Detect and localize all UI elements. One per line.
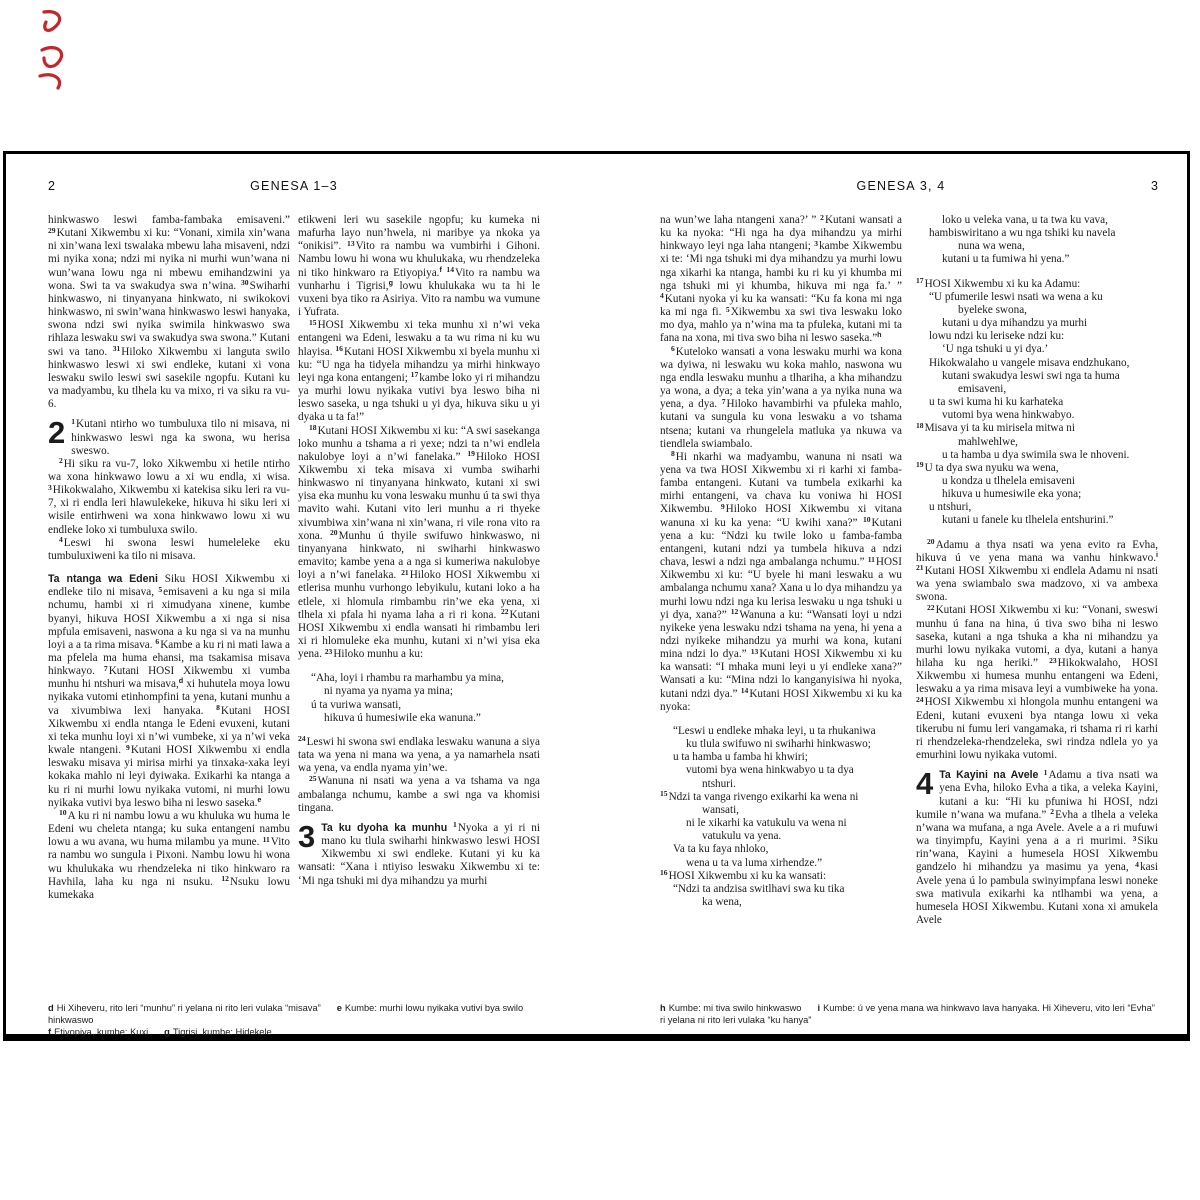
chapter-paragraph: 4 Ta Kayini na Avele $^1$Adamu a tiva nsati wa yena Evha, hiloko Evha a tika, a veleka Kayini, kutani a ku: “Hi ku pfuniwa hi HOSI, ndzi kumile n’wana wa mufana.” $^2$Evha a tlhela a veleka n’wana wa mufana, a nga Avele. Avele a a ri mufuwi wa tinyimpfu, Kayini yena a a ri murimi. $^3$Siku rin’wana, Kayini a humesela HOSI Xikwembu gandzelo hi mihandzu ya masimu ya yena, $^4$kasi Avele yena ú lo pambula swinyimpfana leswi noneke swa mativula exikarhi ka ntlhambi wa yena, a humesela HOSI Xikwembu. Kutani xona xi amukela Avele (916, 766, 1158, 926)
running-head-right: GENESA 3, 4 (856, 179, 946, 193)
poetry-line: wansati, (702, 803, 739, 816)
section-heading: Ta ku dyoha ka munhu (321, 821, 448, 834)
poetry-line: u kondza u tlhelela emisaveni (942, 474, 1075, 487)
footnote-marker: f (439, 264, 442, 274)
verse-number: 20 (329, 528, 338, 538)
verse-number: 31 (112, 344, 121, 354)
verse-paragraph: $^{24}$Leswi hi swona swi endlaka leswaku wanuna a siya tata wa yena ni mana wa yena, a ya namarhela nsati wa yena, va endla nyama yin’we. (298, 734, 540, 775)
chapter-number: 4 (916, 766, 934, 802)
poetry-line: ku tlula swifuwo ni swiharhi hinkwaswo; (686, 738, 871, 751)
verse-number: 23 (324, 646, 333, 656)
poetry-line: “Leswi u endleke mhaka leyi, u ta rhukaniwa (673, 724, 876, 737)
poetry-line: hambiswiritano a wu nga tshiki ku navela (929, 227, 1116, 240)
poetry-line: kutani u fanele ku tlhelela entshurini.” (942, 514, 1114, 527)
verse-number: 9 (126, 742, 130, 752)
verse-number: 15 (309, 317, 317, 327)
poetry-line: u ta hamba u dya swimila swa le nhoveni. (942, 448, 1130, 461)
text-column-left-2 (298, 214, 540, 992)
poetry-line: vatukulu va yena. (702, 830, 782, 843)
verse-number: 1 (1043, 767, 1048, 777)
verse-paragraph: hinkwaswo leswi famba-fambaka emisaveni.” $^{29}$Kutani Xikwembu xi ku: “Vonani, ximila xin’wana ni xin’wana lexi tswalaka mbewu laha misaveni, ndzi mi nyika xona; ndzi mi nyika ni murhi wun’wana ni wun’wana lowu nga ni mbewu emihandzwini ya wona. Swi ta va swakudya swa n’wina. $^{30}$Swiharhi hinkwaswo, ni tinyanyana hinkwato, ni swikokovi hinkwaswo, ni swin’wana hinkwaswo leswi hanyaka, swona ndzi swi nyika swimila hinkwaswo swa rihlaza leswaku swi va swakudya swa swona.” Kutani swi va tano. $^{31}$Hiloko Xikwembu xi languta swilo hinkwaswo leswi xi swi endleke, kutani xi vona leswaku swilo leswi swi sasekile ngopfu. Kutani ku va madyambu, ku tlhela ku va mixo, ri va siku ra vu-6. (48, 214, 290, 411)
verse-number: 19 (916, 460, 924, 470)
poetry-block (298, 672, 540, 725)
verse-number: 3 (48, 482, 52, 492)
poetry-line: ntshuri. (702, 777, 736, 790)
verse-number: 10 (862, 515, 871, 525)
footnote: f Etiyopiya, kumbe: Kuxi (48, 1026, 149, 1037)
verse-number: 1 (453, 820, 457, 830)
text-column-right-2 (916, 214, 1158, 992)
page-number-right: 3 (1151, 179, 1158, 193)
verse-number: 2 (1050, 807, 1055, 817)
poetry-line: ni le xikarhi ka vatukulu va wena ni (686, 817, 847, 830)
section-paragraph: Ta ntanga wa Edeni Siku HOSI Xikwembu xi endleke tilo ni misava, $^5$emisaveni a ku nga si mila nchumu, hambi xi ri ximudyana xinene, kumbe byanyi, hikuva HOSI Xikwembu a xi nga si nisa mpfula emisaveni, naswona a ku nga si va na munhu loyi a a ta rima misava. $^6$Kambe a ku ri ni mati lawa a ma pfelela ma huma ehansi, ma tsakamisa misava hinkwayo. $^7$Kutani HOSI Xikwembu xi vumba munhu hi ntshuri wa misava,$^d$ xi huhutela moya lowu nyikaka vutomi etinhompfini ta yena, kutani munhu a va xivumbiwa lexi hanyaka. $^8$Kutani HOSI Xikwembu xi endla ntanga le Edeni evuxeni, kutani xi teka munhu loyi xi n’wi vumbeke, xi ya n’wi veka kwale ntangeni. $^9$Kutani HOSI Xikwembu xi endla leswaku misava yi mirisa mirhi ya tinxaka-xaka leyi kokaka mahlo ni leyi dyiwaka. Exikarhi ka ntanga a ku ri ni murhi lowu nyikaka vutomi, ni murhi lowu nyikaka vutivi bya leswo biha ni leswo saseka.$^e$ (48, 573, 290, 809)
verse-number: 4 (1135, 859, 1139, 869)
poetry-block (916, 278, 1158, 528)
verse-number: 2 (59, 456, 63, 466)
verse-number: 4 (660, 291, 664, 301)
poetry-line: u ntshuri, (929, 501, 972, 514)
poetry-line: ni nyama ya nyama ya mina; (324, 685, 453, 698)
verse-paragraph: etikweni leri wu sasekile ngopfu; ku kumeka ni mafurha layo nun’hwela, ni maribye ya nkoka ya “onikisi”. $^{13}$Vito ra nambu wa vumbirhi i Gihoni. Nambu lowu hi wona wu khulukaka, wu rhendzeleka ni tiko hinkwaro ra Etiyopiya.$^f$ $^{14}$Vito ra nambu wa vunharhu i Tigrisi,$^g$ lowu khulukaka wu ta hi le vuxeni bya tiko ra Asiriya. Vito ra nambu wa vumune i Yufrata. (298, 214, 540, 319)
poetry-line: u ta hamba u famba hi khwiri; (673, 751, 808, 764)
red-ink-marks (34, 6, 74, 102)
poetry-line: ú ta vuriwa wansati, (311, 698, 402, 711)
verse-number: 11 (867, 554, 875, 564)
poetry-line: ka wena, (702, 895, 742, 908)
verse-number: 16 (660, 868, 668, 878)
poetry-line: vutomi bya wena hinkwabyo. (942, 409, 1075, 422)
footnote-letter: d (48, 1003, 54, 1013)
footnote-letter: e (336, 1003, 342, 1013)
poetry-line: nuna wa wena, (958, 240, 1025, 253)
verse-number: 19 (467, 449, 475, 459)
poetry-line: “U pfumerile leswi nsati wa wena a ku (929, 290, 1103, 303)
poetry-line: “Aha, loyi i rhambu ra marhambu ya mina, (311, 672, 504, 685)
chapter-paragraph: 2 $^1$Kutani ntirho wo tumbuluxa tilo ni misava, ni hinkwaswo leswi nga ka swona, wu herisa sweswo. (48, 415, 290, 457)
verse-number: 8 (671, 449, 675, 459)
poetry-line: Va ta ku faya nhloko, (673, 843, 769, 856)
footnote-line (48, 1003, 542, 1027)
section-heading: Ta ntanga wa Edeni (48, 573, 158, 586)
verse-number: 24 (916, 694, 924, 704)
footnote-marker: h (877, 330, 882, 340)
poetry-line: $^{18}$Misava yi ta ku mirisela mitwa ni (916, 420, 1075, 435)
verse-number: 7 (721, 396, 726, 406)
poetry-line: “Ndzi ta andzisa switlhavi swa ku tika (673, 882, 845, 895)
footnote-letter: h (660, 1003, 666, 1013)
poetry-line: u ta swi kuma hi ku karhateka (929, 396, 1064, 409)
verse-number: 11 (262, 834, 270, 844)
verse-number: 12 (221, 874, 229, 884)
verse-number: 18 (309, 423, 317, 432)
text-column-left-1 (48, 214, 290, 992)
verse-number: 17 (410, 370, 419, 380)
verse-number: 14 (740, 686, 749, 696)
verse-number: 22 (927, 602, 935, 612)
section-heading: Ta Kayini na Avele (939, 769, 1039, 782)
verse-number: 29 (48, 225, 56, 235)
poetry-line: kutani u dya mihandzu ya murhi (942, 317, 1088, 330)
verse-number: 17 (916, 276, 924, 286)
footnote-letter: g (164, 1026, 170, 1037)
footnote: d Hi Xiheveru, rito leri “munhu” ri yelana ni rito leri vulaka “misava” (48, 1003, 321, 1013)
verse-number: 3 (814, 238, 819, 248)
footnote-marker: i (1156, 549, 1158, 559)
verse-number: 13 (750, 646, 759, 656)
poetry-line: Hikokwalaho u vangele misava endzhukano, (929, 356, 1130, 369)
poetry-line: mahlwehlwe, (958, 435, 1018, 448)
verse-number: 24 (298, 734, 306, 744)
poetry-line: lowu ndzi ku leriseke ndzi ku: (929, 330, 1065, 343)
poetry-block (660, 725, 902, 909)
verse-paragraph: $^4$Leswi hi swona leswi humeleleke eku tumbuluxiweni ka tilo ni misava. (48, 535, 290, 562)
poetry-line: $^{17}$HOSI Xikwembu xi ku ka Adamu: (916, 276, 1081, 290)
verse-number: 12 (730, 607, 739, 617)
poetry-line: kutani u ta fumiwa hi yena.” (942, 253, 1070, 266)
verse-number: 16 (335, 344, 343, 354)
verse-number: 10 (59, 808, 67, 818)
verse-number: 3 (1132, 833, 1137, 843)
chapter-number: 2 (48, 415, 66, 451)
poetry-block (916, 214, 1158, 267)
verse-paragraph: na wun’we laha ntangeni xana?’ ” $^2$Kutani wansati a ku ka nyoka: “Hi nga ha dya mihandzu ya mirhi hinkwayo leyi nga laha ntangeni; $^3$kambe Xikwembu xi te: ‘Mi nga tshuki mi dya mihandzu ya murhi lowu nga xikarhi ka ntanga, hambi ku ri ku yi khumba mi nga tshuki mi yi khumba, hikuva mi nga fa.’ ” $^4$Kutani nyoka yi ku ka wansati: “Ku fa kona mi nga ka mi nga fi. $^5$Xikwembu xa swi tiva leswaku loko mo dya, mahlo ya n’wina ma ta pfuleka, kutani mi ta fana na xona, mi tiva swo biha ni leswo saseka.”$^h$ (660, 214, 902, 345)
verse-number: 6 (671, 344, 675, 354)
verse-number: 22 (500, 607, 509, 617)
footnote-line (48, 1027, 542, 1039)
footnote: i Kumbe: ú ve yena mana wa hinkwavo lava hanyaka. Hi Xiheveru, vito leri “Evha” ri yelana ni rito leri vulaka “ku hanya” (660, 1003, 1155, 1025)
verse-number: 8 (216, 703, 220, 713)
verse-number: 4 (59, 535, 63, 545)
chapter-number: 3 (298, 818, 316, 854)
verse-paragraph: $^2$Hi siku ra vu-7, loko Xikwembu xi hetile ntirho wa xona hinkwawo lowu a xi wu endla, xi wisa. $^3$Hikokwalaho, Xikwembu xi katekisa siku leri ra vu-7, xi ri endla leri hlawulekeke, hikuva hi siku leri xi wisile entirhweni wa xona hinkwawo lowu xi wu endleke loko xi tumbuluxa swilo. (48, 456, 290, 536)
footnote-letter: f (48, 1026, 52, 1037)
verse-number: 15 (660, 789, 668, 799)
footnotes-right (660, 1003, 1158, 1027)
poetry-line: emisaveni, (958, 382, 1007, 395)
footnote-line (660, 1003, 1158, 1027)
verse-paragraph: $^{18}$Kutani HOSI Xikwembu xi ku: “A swi sasekanga loko munhu a tshama a ri yexe; ndzi ta n’wi endlela nakulobye loyi a n’wi fanelaka.” $^{19}$Hiloko HOSI Xikwembu xi teka misava xi vumba swiharhi hinkwaswo ni tinyanyana hinkwato, kutani xi swi yisa eka munhu ku vona leswaku munhu ú ta swi thya mavito wahi. Kutani vito leri munhu a ri thyeke xivumbiwa xin’wana ni xin’wana, ri vile rona vito ra xona. $^{20}$Munhu ú thyile swifuwo hinkwaswo, ni tinyanyana hinkwato, ni swiharhi hinkwaswo emavito; kambe yena a a nga si kumeriwa nakulobye loyi a n’wi fanelaka. $^{21}$Hiloko HOSI Xikwembu xi etlerisa munhu vurhongo lebyikulu, kutani loko a ha etlele, xi hlomula rimbambu rin’we eka yena, xi tlhela xi pfala hi nyama laha a ri ri kona. $^{22}$Kutani HOSI Xikwembu xi endla wansati hi rimbambu leri xi ri hlomuleke eka munhu, kutani xi n’wi yisa eka yena. $^{23}$Hiloko munhu a ku: (298, 423, 540, 661)
poetry-line: $^{19}$U ta dya swa nyuku wa wena, (916, 460, 1059, 474)
verse-number: 21 (916, 563, 924, 573)
verse-paragraph: $^{10}$A ku ri ni nambu lowu a wu khuluka wu huma le Edeni wu cheleta ntanga; ku suka entangeni nambu lowu a wu avana, wu huma milambu ya mune. $^{11}$Vito ra nambu wo sungula i Pixoni. Nambu lowu hi wona wu khulukaka wu rhendzeleka ni tiko hinkwaro ra Havhila, laha ku nga ni nsuku. $^{12}$Nsuku lowu kumekaka (48, 808, 290, 901)
footnote-letter: i (817, 1003, 821, 1013)
verse-number: 30 (241, 278, 249, 288)
verse-number: 13 (347, 238, 355, 248)
poetry-line: loko u veleka vana, u ta twa ku vava, (942, 214, 1108, 226)
verse-number: 5 (725, 304, 730, 314)
verse-paragraph: $^{22}$Kutani HOSI Xikwembu xi ku: “Vonani, sweswi munhu ú fana na hina, ú tiva swo biha ni leswo saseka, kutani a nga tshuka a kha ni mihandzu ya murhi lowu nyikaka vutomi, a dya, kutani a hanya hilaha ku nga heriki.” $^{23}$Hikokwalaho, HOSI Xikwembu xi humesa munhu entangeni wa Edeni, leswaku a ya rima misava leyi a vumbiweke ha yona. $^{24}$HOSI Xikwembu xi hlongola munhu entangeni wa Edeni, kutani evuxeni bya ntanga lowu xi veka tikerubu ni fumu leri vangamaka, ri tshama ri ri karhi ri rhendzeleka-rhendzeleka, swi rindza ndlela yo ya emurhini lowu nyikaka vutomi. (916, 602, 1158, 762)
verse-paragraph: $^8$Hi nkarhi wa madyambu, wanuna ni nsati wa yena va twa HOSI Xikwembu xi ri karhi xi famba-famba entangeni. Kutani va tumbela exikarhi ka mirhi entangeni, va chava ku voniwa hi HOSI Xikwembu. $^9$Hiloko HOSI Xikwembu xi vitana wanuna xi ku ka yena: “U kwihi xana?” $^{10}$Kutani yena a ku: “Ndzi ku twile loko u famba-famba entangeni, kutani ndzi ya tumbela hikuva a ndzi chava, leswi a ndzi nga ambalanga nchumu.” $^{11}$HOSI Xikwembu xi ku: “U byele hi mani leswaku a wu ambalanga nchumu xana? Xana u lo dya mihandzu ya murhi lowu ndzi nga ku lerisa leswaku u nga tshuki u yi dya, xana?” $^{12}$Wanuna a ku: “Wansati loyi u ndzi nyikeke yena leswaku ndzi tshama na yena, hi yena a ndzi nyikeke mihandzu ya murhi wa kona, kutani mina ndzi lo dya.” $^{13}$Kutani HOSI Xikwembu xi ku ka wansati: “I mhaka muni leyi u yi endleke xana?” Wansati a ku: “Mina ndzi lo kanganyisiwa hi nyoka, kutani ndzi dya.” $^{14}$Kutani HOSI Xikwembu xi ku ka nyoka: (660, 449, 902, 713)
footnote-marker: d (178, 676, 184, 686)
poetry-line: ‘U nga tshuki u yi dya.’ (942, 343, 1049, 356)
verse-number: 2 (820, 214, 824, 222)
verse-number: 20 (927, 537, 935, 547)
poetry-line: $^{16}$HOSI Xikwembu xi ku ka wansati: (660, 868, 827, 882)
verse-number: 23 (1049, 655, 1057, 665)
footnote: g Tigrisi, kumbe: Hidekele (164, 1026, 272, 1037)
footnote-marker: g (388, 277, 393, 287)
verse-number: 5 (158, 584, 163, 594)
verse-paragraph: $^6$Kuteloko wansati a vona leswaku murhi wa kona wa dyiwa, ni leswaku wu koka mahlo, naswona wu nga endla leswaku munhu a tlhariha, a kha mihandzu ya wona, a dya; a teka yin’wana a ya nyika nuna wa yena, a dya. $^7$Hiloko havambirhi va pfuleka mahlo, kutani va sungula ku vona leswaku a vo tshama ntsena; kutani va rhungelela matluka ya nkuwa va tiendlela swiambalo. (660, 344, 902, 450)
poetry-line: wena u ta va luma xirhendze.” (686, 856, 823, 869)
poetry-line: byeleke swona, (958, 303, 1027, 316)
verse-paragraph: $^{25}$Wanuna ni nsati wa yena a va tshama va nga ambalanga nchumu, kambe a swi nga va khomisi tingana. (298, 773, 540, 814)
verse-number: 6 (155, 637, 160, 647)
poetry-line: kutani swakudya leswi swi nga ta huma (942, 369, 1120, 382)
verse-paragraph: $^{15}$HOSI Xikwembu xi teka munhu xi n’wi veka entangeni wa Edeni, leswaku a ta wu rima ni ku wu hlayisa. $^{16}$Kutani HOSI Xikwembu xi byela munhu xi ku: “U nga ha tidyela mihandzu ya mirhi hinkwayo leyi nga kona entangeni; $^{17}$kambe loko yi ri mihandzu ya murhi lowu nyikaka vutivi bya leswo biha ni leswo saseka, u nga tshuki u yi dya, hikuva siku u yi dyaka u ta fa!” (298, 317, 540, 424)
text-column-right-1 (660, 214, 902, 992)
page-number-left: 2 (48, 179, 55, 193)
verse-paragraph: $^{20}$Adamu a thya nsati wa yena evito ra Evha, hikuva ú ve yena mana wa vanhu hinkwavo.$^i$ $^{21}$Kutani HOSI Xikwembu xi endlela Adamu ni nsati wa yena swiambalo swa madzovo, xi va ambexa swona. (916, 537, 1158, 604)
poetry-line: hikuva u humesiwile eka yona; (942, 488, 1082, 501)
chapter-paragraph: 3 Ta ku dyoha ka munhu $^1$Nyoka a yi ri ni mano ku tlula swiharhi hinkwaswo leswi HOSI Xikwembu xi swi endleke. Kutani yi ku ka wansati: “Xana i ntiyiso leswaku Xikwembu xi te: ‘Mi nga tshuki mi dya mihandzu ya murhi (298, 818, 540, 887)
footnote-marker: e (257, 794, 262, 804)
verse-number: 9 (720, 501, 725, 511)
poetry-line: hikuva ú humesiwile eka wanuna.” (324, 711, 481, 724)
poetry-line: vutomi bya wena hinkwabyo u ta dya (686, 764, 854, 777)
verse-number: 1 (71, 416, 76, 426)
footnote: h Kumbe: mi tiva swilo hinkwaswo (660, 1003, 802, 1013)
running-head-left: GENESA 1–3 (250, 179, 338, 193)
verse-number: 7 (103, 663, 108, 673)
footnotes-left (48, 1003, 542, 1038)
verse-number: 25 (309, 773, 317, 783)
footnote: e Kumbe: murhi lowu nyikaka vutivi bya swilo hinkwaswo (48, 1003, 524, 1025)
verse-number: 14 (446, 265, 454, 275)
poetry-line: $^{15}$Ndzi ta vanga rivengo exikarhi ka wena ni (660, 789, 859, 803)
verse-number: 21 (401, 567, 409, 577)
verse-number: 18 (916, 420, 924, 430)
